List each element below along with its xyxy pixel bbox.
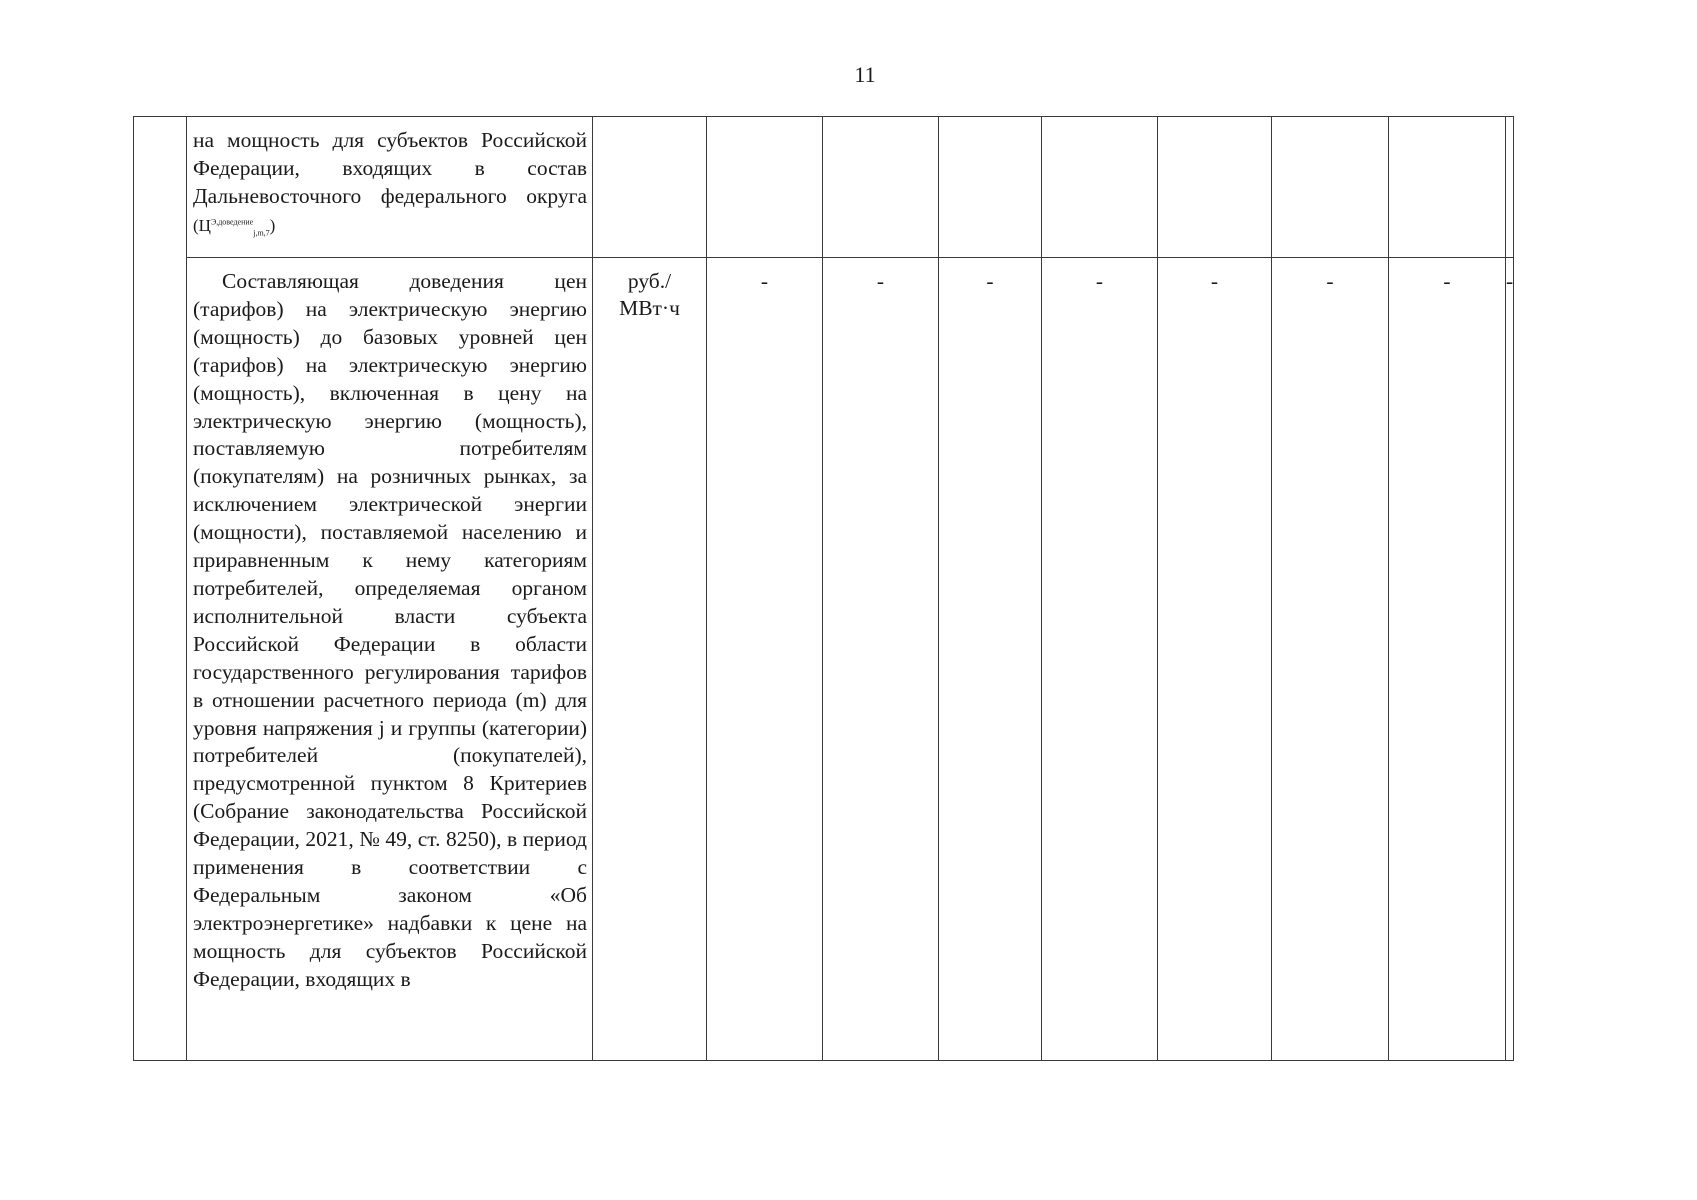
unit-cell bbox=[593, 117, 707, 258]
page-number: 11 bbox=[854, 62, 876, 87]
formula-symbol: $(Ц^{Э,доведение}_{j,m,7})$ bbox=[193, 215, 276, 238]
unit-cell bbox=[593, 258, 707, 1061]
table-row bbox=[134, 258, 1514, 1061]
value-cell bbox=[1272, 117, 1389, 258]
tariff-table bbox=[133, 116, 1514, 1061]
value-cell bbox=[939, 117, 1042, 258]
symbol-superscript: Э,доведение bbox=[210, 217, 254, 227]
description-text: Составляющая доведения цен (тарифов) на электрическую энергию (мощность) до базовых уровней цен (тарифов) на электрическую энергию (мощность), включенная в цену на электрическую энергию (мощность), поставляемую потребителям (покупателям) на розничных рынках, за исключением электрической энергии (мощности), поставляемой населению и приравненным к нему категориям потребителей, определяемая органом исполнительной власти субъекта Российской Федерации в области государственного регулирования тарифов в отношении расчетного периода (m) для уровня напряжения j и группы (категории) потребителей (покупателей), предусмотренной пунктом 8 Критериев (Собрание законодательства Российской Федерации, 2021, № 49, ст. 8250), в период применения в соответствии с Федеральным законом «Об электроэнергетике» надбавки к цене на мощность для субъектов Российской Федерации, входящих в bbox=[193, 269, 587, 991]
value-cell: - bbox=[823, 258, 939, 1061]
description-text: на мощность для субъектов Российской Федерации, входящих в состав Дальневосточного федерального округа bbox=[193, 128, 587, 208]
value-cell bbox=[1389, 117, 1506, 258]
symbol-subscript: j,m,7 bbox=[253, 228, 270, 238]
value-cell bbox=[1506, 117, 1514, 258]
description-cell bbox=[187, 117, 593, 258]
unit-line-2: МВт·ч bbox=[619, 296, 680, 320]
value-cell: - bbox=[1158, 258, 1272, 1061]
value-cell bbox=[707, 117, 823, 258]
symbol-base: Ц bbox=[198, 215, 211, 235]
value-cell bbox=[823, 117, 939, 258]
value-cell: - bbox=[1506, 258, 1514, 1061]
unit-line-1: руб./ bbox=[627, 269, 672, 293]
value-cell: - bbox=[1272, 258, 1389, 1061]
value-cell: - bbox=[939, 258, 1042, 1061]
row-number-cell bbox=[134, 117, 187, 1061]
value-cell bbox=[1158, 117, 1272, 258]
value-cell: - bbox=[1389, 258, 1506, 1061]
value-cell: - bbox=[1042, 258, 1158, 1061]
value-cell bbox=[1042, 117, 1158, 258]
value-cell: - bbox=[707, 258, 823, 1061]
table-row bbox=[134, 117, 1514, 258]
description-cell bbox=[187, 258, 593, 1061]
